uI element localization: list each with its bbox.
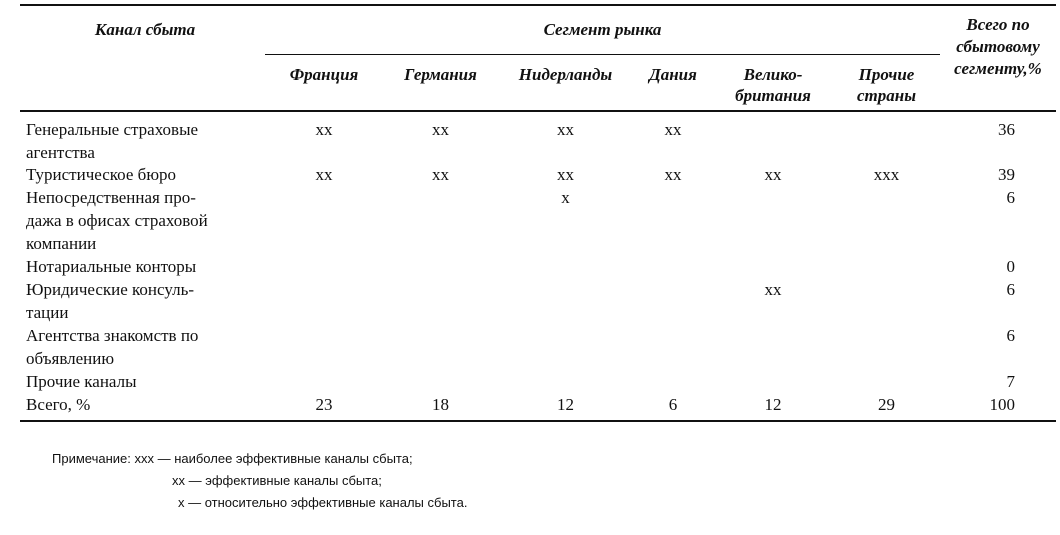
row-total: 0 bbox=[1006, 257, 1015, 276]
row-label: Генеральные страховые агентства bbox=[26, 120, 199, 162]
note-line: х — относительно эффективные каналы сбыта. bbox=[178, 495, 468, 510]
row-label: Агентства знакомств по объявлению bbox=[26, 326, 199, 368]
row-label: Юридические консуль- тации bbox=[26, 280, 194, 322]
segment-header-rule bbox=[265, 54, 940, 55]
table-cell: 23 bbox=[315, 395, 333, 414]
table-cell: хх bbox=[764, 280, 782, 299]
total-header: Всего по сбытовому сегменту,% bbox=[954, 15, 1042, 78]
country-header-other: Прочие страны bbox=[856, 65, 916, 105]
table-cell: 12 bbox=[557, 395, 574, 414]
row-label: Нотариальные конторы bbox=[26, 257, 197, 276]
header-bottom-rule bbox=[20, 110, 1056, 112]
note-line: хх — эффективные каналы сбыта; bbox=[172, 473, 382, 488]
segment-header: Сегмент рынка bbox=[543, 20, 662, 39]
table-cell: хх bbox=[315, 120, 333, 139]
row-label: Всего, % bbox=[26, 395, 91, 414]
country-header-denmark: Дания bbox=[649, 65, 697, 84]
country-header-netherlands: Нидерланды bbox=[518, 65, 613, 84]
table-cell: ххх bbox=[873, 165, 900, 184]
table-bottom-rule bbox=[20, 420, 1056, 422]
table-cell: хх bbox=[557, 120, 574, 139]
country-header-uk: Велико- британия bbox=[735, 65, 811, 105]
row-total: 7 bbox=[1006, 372, 1015, 391]
table-cell: хх bbox=[557, 165, 574, 184]
table-cell: хх bbox=[432, 120, 449, 139]
table-cell: хх bbox=[664, 165, 682, 184]
table-cell: хх bbox=[315, 165, 333, 184]
row-total: 6 bbox=[1006, 326, 1015, 345]
row-total: 39 bbox=[998, 165, 1015, 184]
table-cell: хх bbox=[664, 120, 682, 139]
row-total: 100 bbox=[989, 395, 1015, 414]
note-line: Примечание: ххх — наиболее эффективные каналы сбыта; bbox=[52, 451, 413, 466]
table-cell: 6 bbox=[668, 395, 678, 414]
country-header-france: Франция bbox=[289, 65, 359, 84]
row-total: 36 bbox=[998, 120, 1015, 139]
table-cell: хх bbox=[432, 165, 449, 184]
table-top-rule bbox=[20, 4, 1056, 6]
table-cell: 12 bbox=[764, 395, 782, 414]
row-total: 6 bbox=[1006, 188, 1015, 207]
table-cell: х bbox=[561, 188, 570, 207]
table-cell: 29 bbox=[878, 395, 895, 414]
table-cell: 18 bbox=[432, 395, 449, 414]
table-cell: хх bbox=[764, 165, 782, 184]
row-total: 6 bbox=[1006, 280, 1015, 299]
row-label: Туристическое бюро bbox=[26, 165, 177, 184]
row-label: Прочие каналы bbox=[26, 372, 137, 391]
channel-header: Канал сбыта bbox=[94, 20, 196, 39]
row-label: Непосредственная про- дажа в офисах страховой компании bbox=[26, 188, 208, 253]
country-header-germany: Германия bbox=[404, 65, 477, 84]
